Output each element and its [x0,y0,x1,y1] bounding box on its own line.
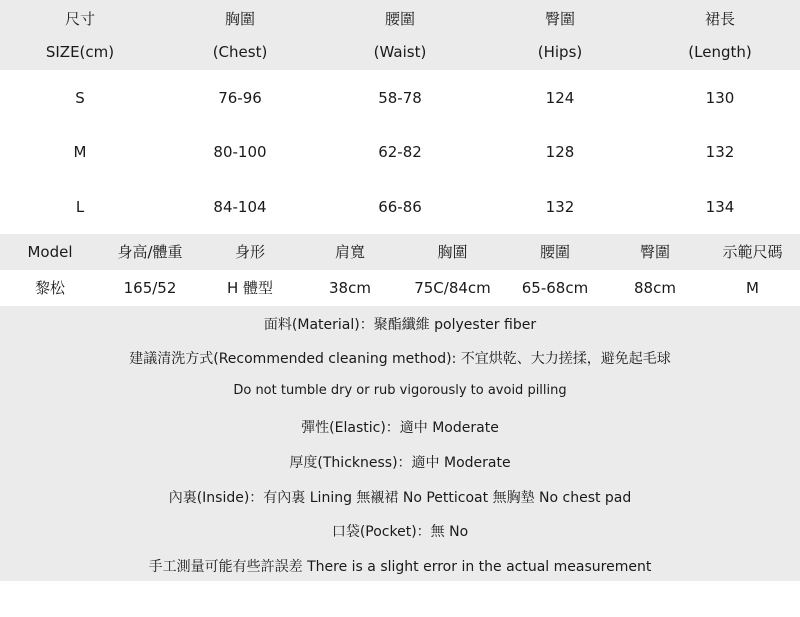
length-cell: 132 [705,143,735,161]
elastic-line: 彈性(Elastic)：適中 Moderate [301,420,499,436]
hips-value: 88cm [634,279,676,297]
size-cell: S [75,89,85,107]
table-row [0,143,800,163]
model-header: Model [27,243,73,261]
hips-cell: 124 [545,89,575,107]
chest-cell: 76-96 [218,89,262,107]
hips-cell: 128 [545,143,575,161]
chest-cell: 84-104 [213,198,267,216]
chest-value: 75C/84cm [414,279,491,297]
waist-value: 65-68cm [521,279,589,297]
care-line: 建議清洗方式(Recommended cleaning method): 不宜烘乾、大力搓揉，避免起毛球 [129,351,671,367]
demo-size-header: 示範尺碼 [722,243,783,261]
waist-header-zh: 腰圍 [384,10,415,28]
chest-header-zh: 胸圍 [224,10,255,28]
hips-header-en: (Hips) [537,43,583,61]
hips-header-zh: 臀圍 [544,10,575,28]
pocket-line: 口袋(Pocket)：無 No [331,524,469,540]
body-shape-value: H 體型 [226,279,274,297]
chest-header-en: (Chest) [212,43,268,61]
length-header-en: (Length) [688,43,752,61]
height-weight-value: 165/52 [123,279,177,297]
shoulder-value: 38cm [329,279,371,297]
size-table-body [0,70,800,234]
size-header-en: SIZE(cm) [45,43,115,61]
product-info [0,306,800,581]
body-shape-header: 身形 [234,243,265,261]
height-weight-header: 身高/體重 [117,243,183,261]
length-cell: 134 [705,198,735,216]
size-cell: M [73,143,87,161]
model-table-row [0,270,800,306]
table-row [0,198,800,218]
hips-cell: 132 [545,198,575,216]
waist-header: 腰圍 [539,243,570,261]
length-cell: 130 [705,89,735,107]
size-table-header [0,0,800,70]
error-note-line: 手工測量可能有些許誤差 There is a slight error in the actual measurement [148,559,652,575]
table-row [0,89,800,109]
waist-cell: 66-86 [378,198,422,216]
thickness-line: 厚度(Thickness)：適中 Moderate [289,455,511,471]
chest-cell: 80-100 [213,143,267,161]
care-en-line: Do not tumble dry or rub vigorously to avoid pilling [233,383,567,398]
model-name: 黎松 [34,279,65,297]
hips-header: 臀圍 [639,243,670,261]
waist-header-en: (Waist) [373,43,427,61]
size-header-zh: 尺寸 [64,10,95,28]
shoulder-header: 肩寬 [334,243,365,261]
demo-size-value: M [746,279,759,297]
material-line: 面料(Material)：聚酯纖維 polyester fiber [263,317,537,333]
waist-cell: 62-82 [378,143,422,161]
waist-cell: 58-78 [378,89,422,107]
length-header-zh: 裙長 [704,10,735,28]
chest-header: 胸圍 [437,243,468,261]
size-cell: L [75,198,85,216]
inside-line: 內裏(Inside)：有內裏 Lining 無襯裙 No Petticoat 無胸墊 No chest pad [168,490,632,506]
model-table-header [0,234,800,270]
